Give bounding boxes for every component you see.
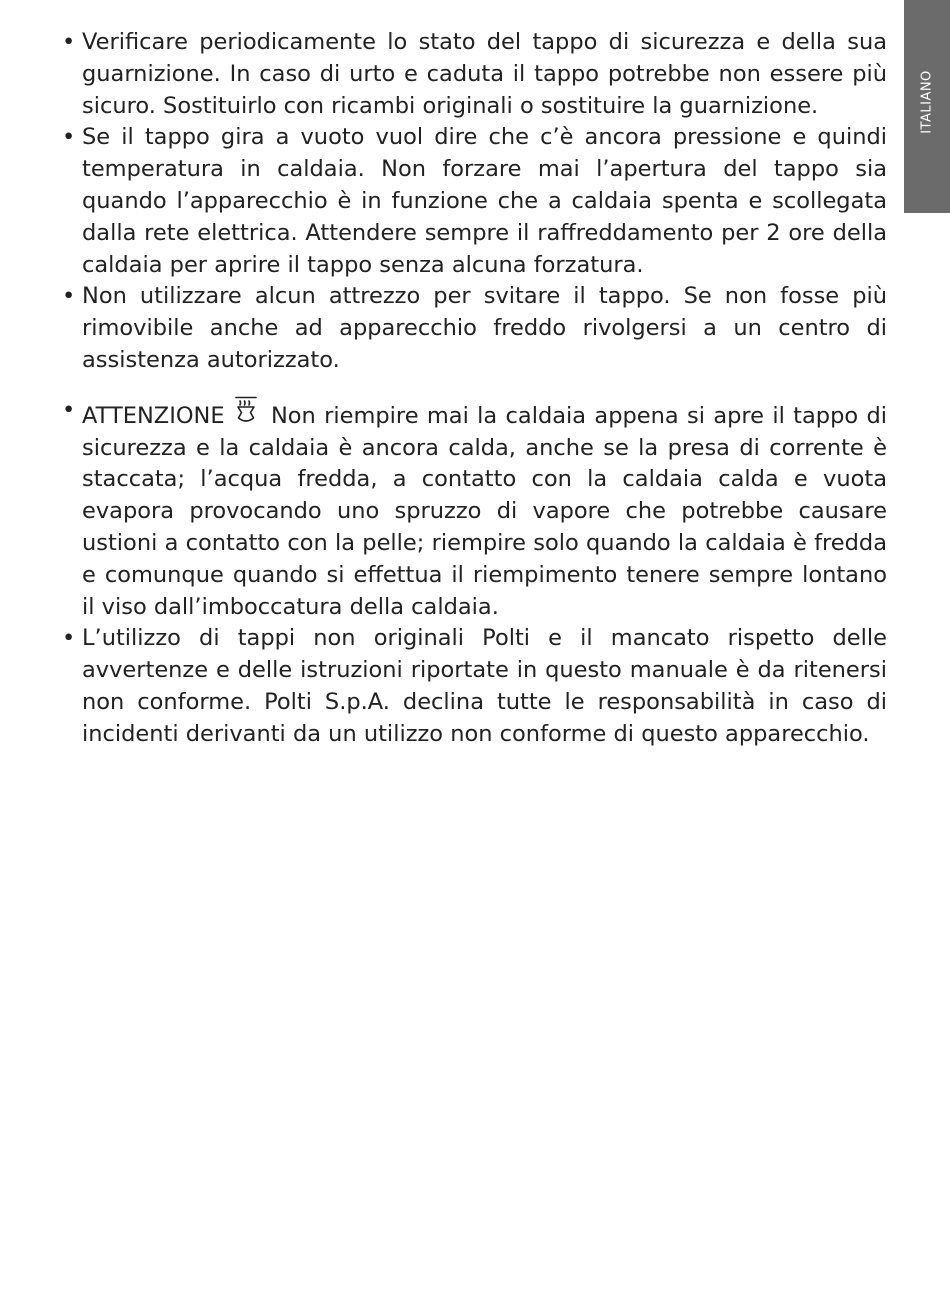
warning-lead: ATTENZIONE <box>82 402 225 429</box>
item-text: Non utilizzare alcun attrezzo per svitare il tappo. Se non fosse più rimovibile anche ad apparecchio freddo rivolgersi a un centro di assistenza autorizzato. <box>82 283 887 373</box>
bullet: • <box>62 29 76 55</box>
list-item <box>62 623 887 750</box>
bullet: • <box>62 283 76 310</box>
item-text: Verificare periodicamente lo stato del tappo di sicurezza e della sua guarnizione. In caso di urto e caduta il tappo potrebbe non essere più sicuro. Sostituirlo con ricambi originali o sostituire la guarnizione. <box>82 29 887 119</box>
item-text: L’utilizzo di tappi non originali Polti e il mancato rispetto delle avvertenze e delle istruzioni riportate in questo manuale è da ritenersi non conforme. Polti S.p.A. declina tutte le responsabilità in caso di incidenti derivanti da un utilizzo non conforme di questo apparecchio. <box>82 625 887 747</box>
list-item <box>62 27 887 122</box>
instruction-list <box>62 27 887 751</box>
hot-steam-warning-icon <box>231 395 261 425</box>
item-text: Se il tappo gira a vuoto vuol dire che c’è ancora pressione e quindi temperatura in caldaia. Non forzare mai l’apertura del tappo sia quando l’apparecchio è in funzione che a caldaia spenta e scollegata dalla rete elettrica. Attendere sempre il raffreddamento per 2 ore della caldaia per aprire il tappo senza alcuna forzatura. <box>82 124 887 278</box>
bullet: • <box>62 124 76 151</box>
language-side-tab <box>904 0 950 213</box>
language-label: ITALIANO <box>919 70 935 134</box>
list-item <box>62 122 887 281</box>
bullet: • <box>62 625 76 652</box>
list-item <box>62 281 887 376</box>
bullet: • <box>62 396 76 423</box>
warning-list-item <box>62 395 887 624</box>
safety-instructions <box>62 27 887 751</box>
item-text: Non riempire mai la caldaia appena si apre il tappo di sicurezza e la caldaia è ancora calda, anche se la presa di corrente è staccata; l’acqua fredda, a contatto con la caldaia calda e vuota evapora provocando uno spruzzo di vapore che potrebbe causare ustioni a contatto con la pelle; riempire solo quando la caldaia è fredda e comunque quando si effettua il riempimento tenere sempre lontano il viso dall’imboccatura della caldaia. <box>82 402 887 620</box>
